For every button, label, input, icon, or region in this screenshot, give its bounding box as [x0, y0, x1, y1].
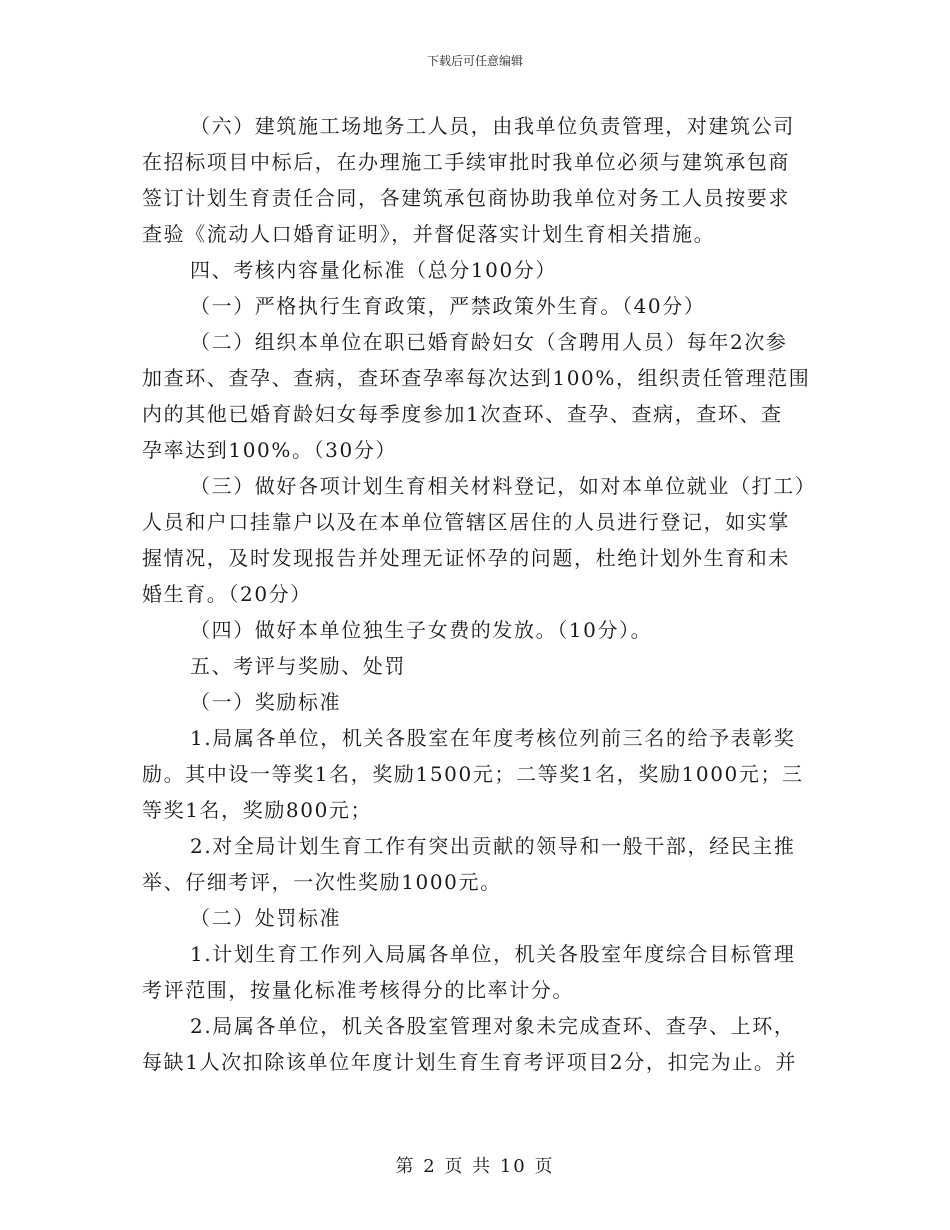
text-line: 1.计划生育工作列入局属各单位，机关各股室年度综合目标管理	[190, 942, 796, 966]
page-header: 下载后可任意编辑	[426, 54, 523, 68]
text-line: 2.对全局计划生育工作有突出贡献的领导和一般干部，经民主推	[190, 834, 796, 858]
text-line: 加查环、查孕、查病，查环查孕率每次达到100%，组织责任管理范围	[142, 366, 811, 390]
text-line: （一）严格执行生育政策，严禁政策外生育。（40分）	[190, 294, 706, 318]
text-line: 四、考核内容量化标准（总分100分）	[190, 258, 557, 282]
text-line: 签订计划生育责任合同，各建筑承包商协助我单位对务工人员按要求	[142, 186, 790, 210]
text-line: 考评范围，按量化标准考核得分的比率计分。	[142, 978, 574, 1002]
document-body	[142, 108, 817, 1080]
text-line: 等奖1名，奖励800元；	[142, 798, 373, 822]
text-line: 每缺1人次扣除该单位年度计划生育生育考评项目2分，扣完为止。并	[142, 1050, 798, 1074]
text-line: （四）做好本单位独生子女费的发放。（10分）。	[190, 618, 653, 642]
text-line: （二）处罚标准	[190, 906, 342, 930]
text-line: 励。其中设一等奖1名，奖励1500元；二等奖1名，奖励1000元；三	[142, 762, 804, 786]
text-line: 2.局属各单位，机关各股室管理对象未完成查环、查孕、上环，	[190, 1014, 796, 1038]
text-line: （三）做好各项计划生育相关材料登记，如对本单位就业（打工）	[190, 474, 817, 498]
text-line: 1.局属各单位，机关各股室在年度考核位列前三名的给予表彰奖	[190, 726, 796, 750]
text-line: 查验《流动人口婚育证明》，并督促落实计划生育相关措施。	[142, 222, 716, 246]
text-line: 孕率达到100%。（30分）	[142, 438, 398, 462]
page-footer: 第 2 页 共 10 页	[395, 1156, 555, 1177]
text-line: 在招标项目中标后，在办理施工手续审批时我单位必须与建筑承包商	[142, 150, 790, 174]
text-line: 举、仔细考评，一次性奖励1000元。	[142, 870, 502, 894]
text-line: 握情况，及时发现报告并处理无证怀孕的问题，杜绝计划外生育和未	[142, 546, 790, 570]
text-line: 内的其他已婚育龄妇女每季度参加1次查环、查孕、查病，查环、查	[142, 402, 783, 426]
text-line: （二）组织本单位在职已婚育龄妇女（含聘用人员）每年2次参	[190, 330, 788, 354]
text-line: （一）奖励标准	[190, 690, 342, 714]
text-line: 五、考评与奖励、处罚	[190, 654, 406, 678]
text-line: （六）建筑施工场地务工人员，由我单位负责管理，对建筑公司	[190, 114, 795, 138]
text-line: 人员和户口挂靠户以及在本单位管辖区居住的人员进行登记，如实掌	[142, 510, 790, 534]
text-line: 婚生育。（20分）	[142, 582, 312, 606]
